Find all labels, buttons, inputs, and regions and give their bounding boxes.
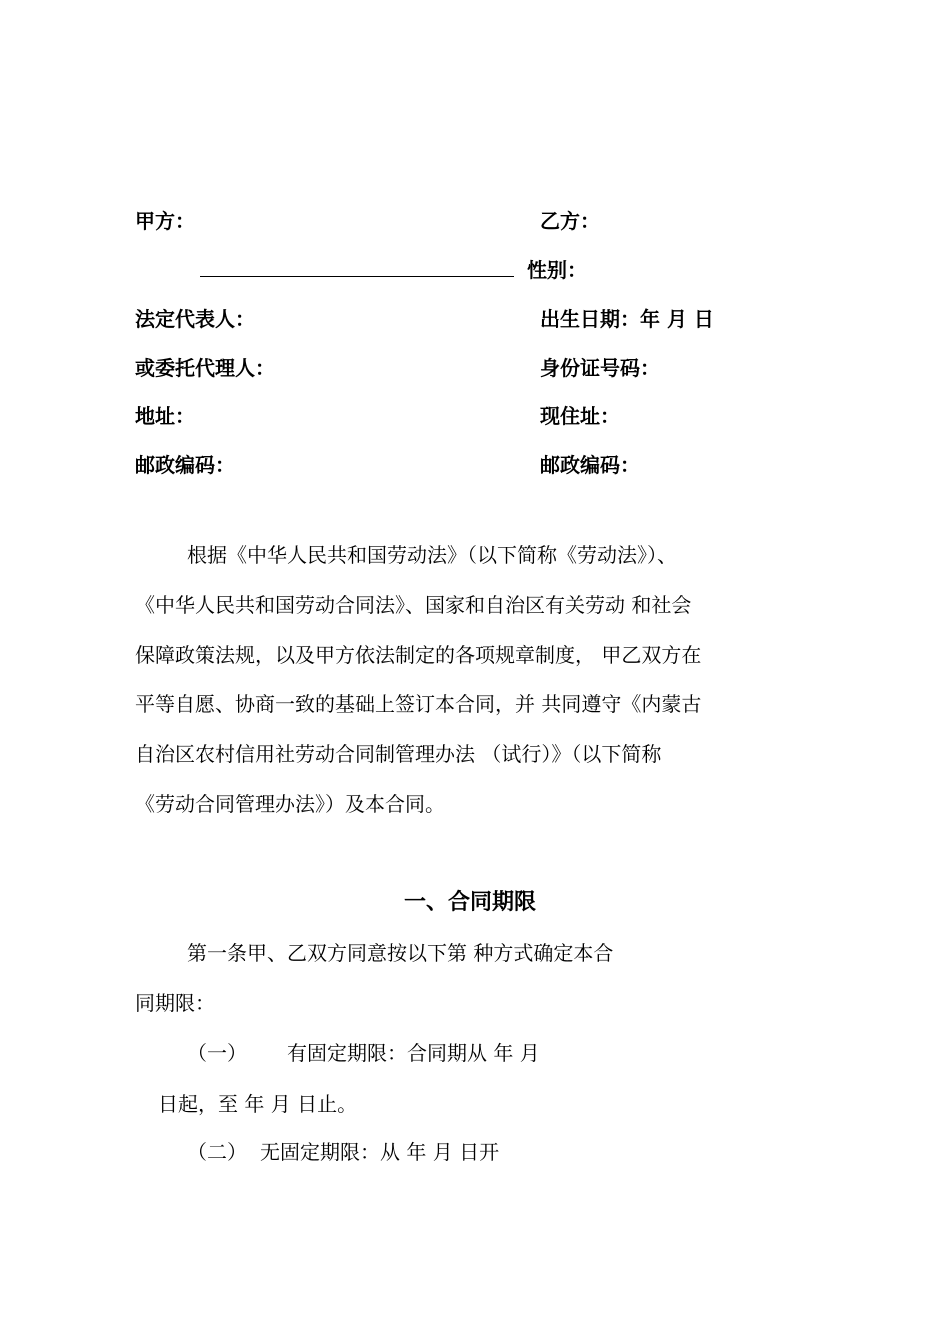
party-a-label: 甲方：: [135, 209, 195, 233]
item-2-text: 无固定期限：从 年 月 日开: [260, 1140, 500, 1164]
address-b-label: 现住址：: [540, 404, 620, 428]
preamble-line: 自治区农村信用社劳动合同制管理办法 （试行）》（以下简称: [135, 742, 662, 766]
item-1-text-continued: 日起，至 年 月 日止。: [158, 1092, 358, 1116]
postcode-a-label: 邮政编码：: [135, 453, 235, 477]
id-number-label: 身份证号码：: [540, 356, 660, 380]
party-b-label: 乙方：: [540, 209, 600, 233]
preamble-line: 《中华人民共和国劳动合同法》、国家和自治区有关劳动 和社会: [135, 593, 692, 617]
birth-date-label: 出生日期：年 月 日: [540, 307, 714, 331]
article-1-text-continued: 同期限：: [135, 991, 215, 1015]
item-1-marker: （一）: [187, 1041, 247, 1065]
article-1-text: 第一条甲、乙双方同意按以下第 种方式确定本合: [187, 941, 614, 965]
legal-representative-label: 法定代表人：: [135, 307, 255, 331]
section-heading: 一、合同期限: [404, 890, 537, 915]
postcode-b-label: 邮政编码：: [540, 453, 640, 477]
item-2-marker: （二）: [187, 1140, 247, 1164]
preamble-line: 《劳动合同管理办法》）及本合同。: [135, 792, 445, 816]
address-a-label: 地址：: [135, 404, 195, 428]
preamble-line: 平等自愿、协商一致的基础上签订本合同，并 共同遵守《内蒙古: [135, 692, 702, 716]
preamble-line: 保障政策法规，以及甲方依法制定的各项规章制度， 甲乙双方在: [135, 643, 702, 667]
party-a-name-underline: [200, 276, 514, 277]
agent-label: 或委托代理人：: [135, 356, 275, 380]
gender-label: 性别：: [527, 258, 587, 282]
item-1-text: 有固定期限：合同期从 年 月: [287, 1041, 540, 1065]
preamble-line: 根据《中华人民共和国劳动法》（以下简称《劳动法》）、: [187, 543, 677, 567]
